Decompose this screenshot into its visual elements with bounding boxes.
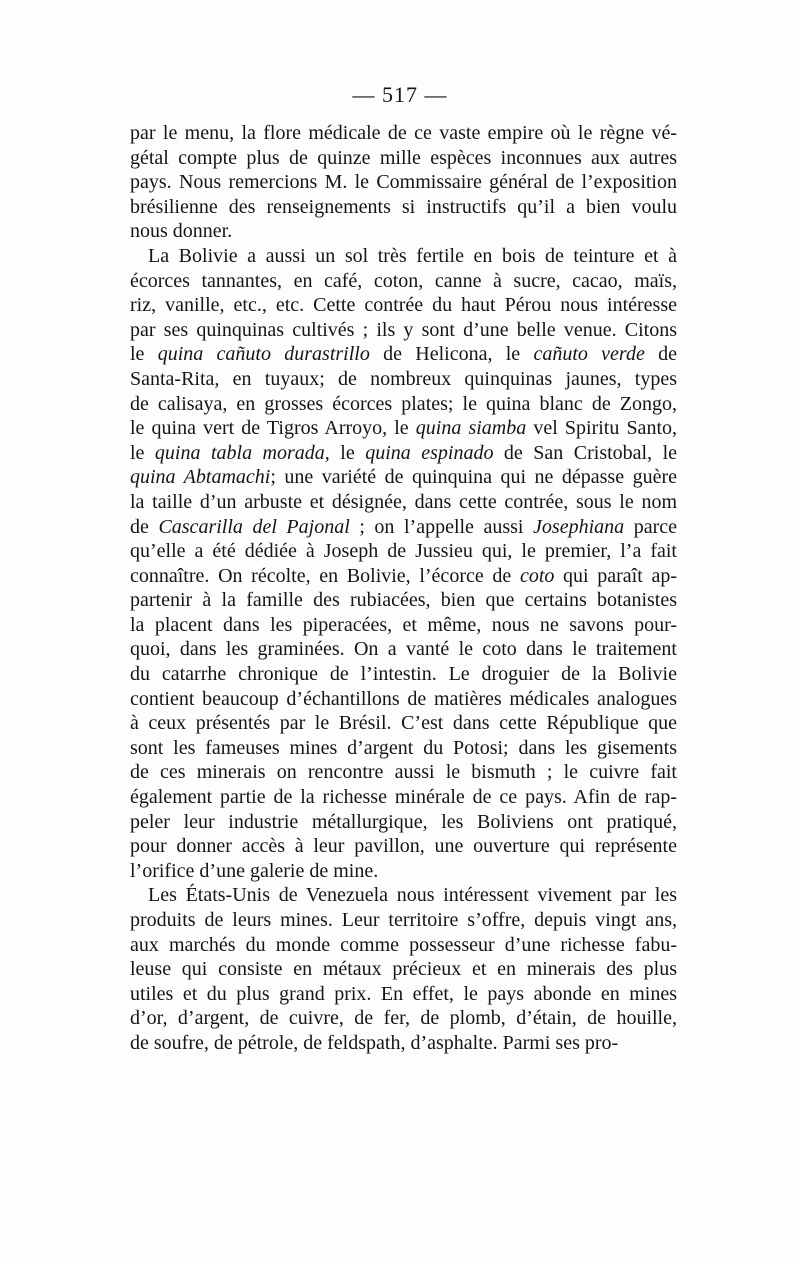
text-run: de Helicona, le	[369, 343, 534, 366]
text-run: brésilienne des renseignements si instructifs qu’il a bien voulu	[130, 195, 677, 218]
text-line	[130, 539, 677, 564]
text-line	[130, 859, 677, 884]
body-text	[130, 121, 677, 1056]
text-run: riz, vanille, etc., etc. Cette contrée du haut Pérou nous intéresse	[130, 294, 677, 317]
text-line	[130, 490, 677, 515]
text-line	[130, 392, 677, 417]
text-run: l’orifice d’une galerie de mine.	[130, 859, 379, 882]
text-run: La Bolivie a aussi un sol très fertile en bois de teinture et à	[148, 244, 677, 267]
text-line	[130, 416, 677, 441]
text-run: le quina vert de Tigros Arroyo, le	[130, 417, 416, 440]
text-line	[130, 760, 677, 785]
text-line	[130, 957, 677, 982]
text-run: , le	[324, 441, 366, 464]
italic-term: Cascarilla del Pajonal	[158, 515, 350, 538]
text-line	[130, 441, 677, 466]
italic-term: quina espinado	[365, 441, 494, 464]
paragraph	[130, 883, 677, 1055]
text-line	[130, 662, 677, 687]
text-run: peler leur industrie métallurgique, les Boliviens ont pratiqué,	[130, 810, 677, 833]
text-run: sont les fameuses mines d’argent du Potosi; dans les gisements	[130, 736, 677, 759]
text-line	[130, 146, 677, 171]
text-line	[130, 195, 677, 220]
italic-term: coto	[519, 564, 555, 587]
text-line	[130, 933, 677, 958]
text-run: la placent dans les piperacées, et même, nous ne savons pour-	[130, 613, 677, 636]
italic-term: quina Abtamachi	[130, 466, 271, 489]
italic-term: Josephiana	[533, 515, 625, 538]
text-line	[130, 564, 677, 589]
paragraph	[130, 244, 677, 883]
text-line	[130, 810, 677, 835]
text-line	[130, 711, 677, 736]
text-line	[130, 613, 677, 638]
text-run: gétal compte plus de quinze mille espèces inconnues aux autres	[130, 146, 677, 169]
italic-term: quina siamba	[415, 417, 527, 440]
text-line	[130, 588, 677, 613]
text-run: nous donner.	[130, 220, 233, 243]
text-run: leuse qui consiste en métaux précieux et en minerais des plus	[130, 958, 677, 981]
text-line	[130, 269, 677, 294]
text-run: le	[130, 441, 155, 464]
text-run: ; une variété de quinquina qui ne dépasse guère	[270, 466, 677, 489]
text-line	[130, 121, 677, 146]
text-line	[130, 367, 677, 392]
text-run: d’or, d’argent, de cuivre, de fer, de plomb, d’étain, de houille,	[130, 1007, 677, 1030]
text-run: produits de leurs mines. Leur territoire s’offre, depuis vingt ans,	[130, 909, 677, 931]
text-line	[130, 736, 677, 761]
text-run: la taille d’un arbuste et désignée, dans cette contrée, sous le nom	[130, 490, 677, 513]
text-run: ; on l’appelle aussi	[349, 515, 534, 538]
text-run: aux marchés du monde comme possesseur d’une richesse fabu-	[130, 933, 677, 956]
text-run: parce	[624, 515, 677, 538]
text-run: Santa-Rita, en tuyaux; de nombreux quinquinas jaunes, types	[130, 367, 677, 390]
text-line	[130, 908, 677, 933]
text-run: le	[130, 343, 158, 366]
text-run: de	[130, 515, 159, 538]
text-line	[130, 293, 677, 318]
text-line	[130, 637, 677, 662]
italic-term: quina cañuto durastrillo	[157, 343, 370, 366]
text-line	[130, 244, 677, 269]
italic-term: quina tabla morada	[154, 441, 325, 464]
text-line	[130, 465, 677, 490]
text-line	[130, 170, 677, 195]
text-line	[130, 318, 677, 343]
text-run: de	[644, 343, 677, 366]
text-run: contient beaucoup d’échantillons de matières médicales analogues	[130, 687, 677, 710]
text-run: également partie de la richesse minérale de ce pays. Afin de rap-	[130, 786, 677, 809]
text-run: utiles et du plus grand prix. En effet, le pays abonde en mines	[130, 982, 677, 1005]
text-run: par ses quinquinas cultivés ; ils y sont d’une belle venue. Citons	[130, 318, 677, 341]
text-line	[130, 515, 677, 540]
text-line	[130, 219, 677, 244]
text-line	[130, 834, 677, 859]
text-run: de San Cristobal, le	[493, 441, 677, 464]
page-number: — 517 —	[352, 82, 448, 107]
text-run: de calisaya, en grosses écorces plates; le quina blanc de Zongo,	[130, 392, 677, 415]
text-line	[130, 883, 677, 908]
text-line	[130, 982, 677, 1007]
text-run: qu’elle a été dédiée à Joseph de Jussieu qui, le premier, l’a fait	[130, 540, 677, 563]
text-run: quoi, dans les graminées. On a vanté le coto dans le traitement	[130, 638, 677, 661]
text-run: pour donner accès à leur pavillon, une ouverture qui représente	[130, 835, 677, 858]
text-run: de soufre, de pétrole, de feldspath, d’asphalte. Parmi ses pro-	[130, 1031, 619, 1054]
italic-term: cañuto verde	[533, 343, 645, 366]
text-line	[130, 687, 677, 712]
paragraph	[130, 121, 677, 244]
text-run: pays. Nous remercions M. le Commissaire général de l’exposition	[130, 171, 677, 194]
text-run: de ces minerais on rencontre aussi le bismuth ; le cuivre fait	[130, 761, 677, 784]
text-line	[130, 1031, 677, 1056]
text-run: qui paraît ap-	[554, 564, 677, 587]
text-run: par le menu, la flore médicale de ce vaste empire où le règne vé-	[130, 122, 677, 144]
text-line	[130, 785, 677, 810]
text-run: Les États-Unis de Venezuela nous intéressent vivement par les	[148, 884, 677, 907]
text-run: du catarrhe chronique de l’intestin. Le droguier de la Bolivie	[130, 663, 677, 686]
text-run: vel Spiritu Santo,	[526, 417, 677, 440]
text-line	[130, 342, 677, 367]
text-run: partenir à la famille des rubiacées, bien que certains botanistes	[130, 589, 677, 612]
text-run: écorces tannantes, en café, coton, canne à sucre, cacao, maïs,	[130, 269, 677, 292]
text-run: connaître. On récolte, en Bolivie, l’écorce de	[130, 564, 520, 587]
text-run: à ceux présentés par le Brésil. C’est dans cette République que	[130, 712, 677, 735]
text-line	[130, 1006, 677, 1031]
